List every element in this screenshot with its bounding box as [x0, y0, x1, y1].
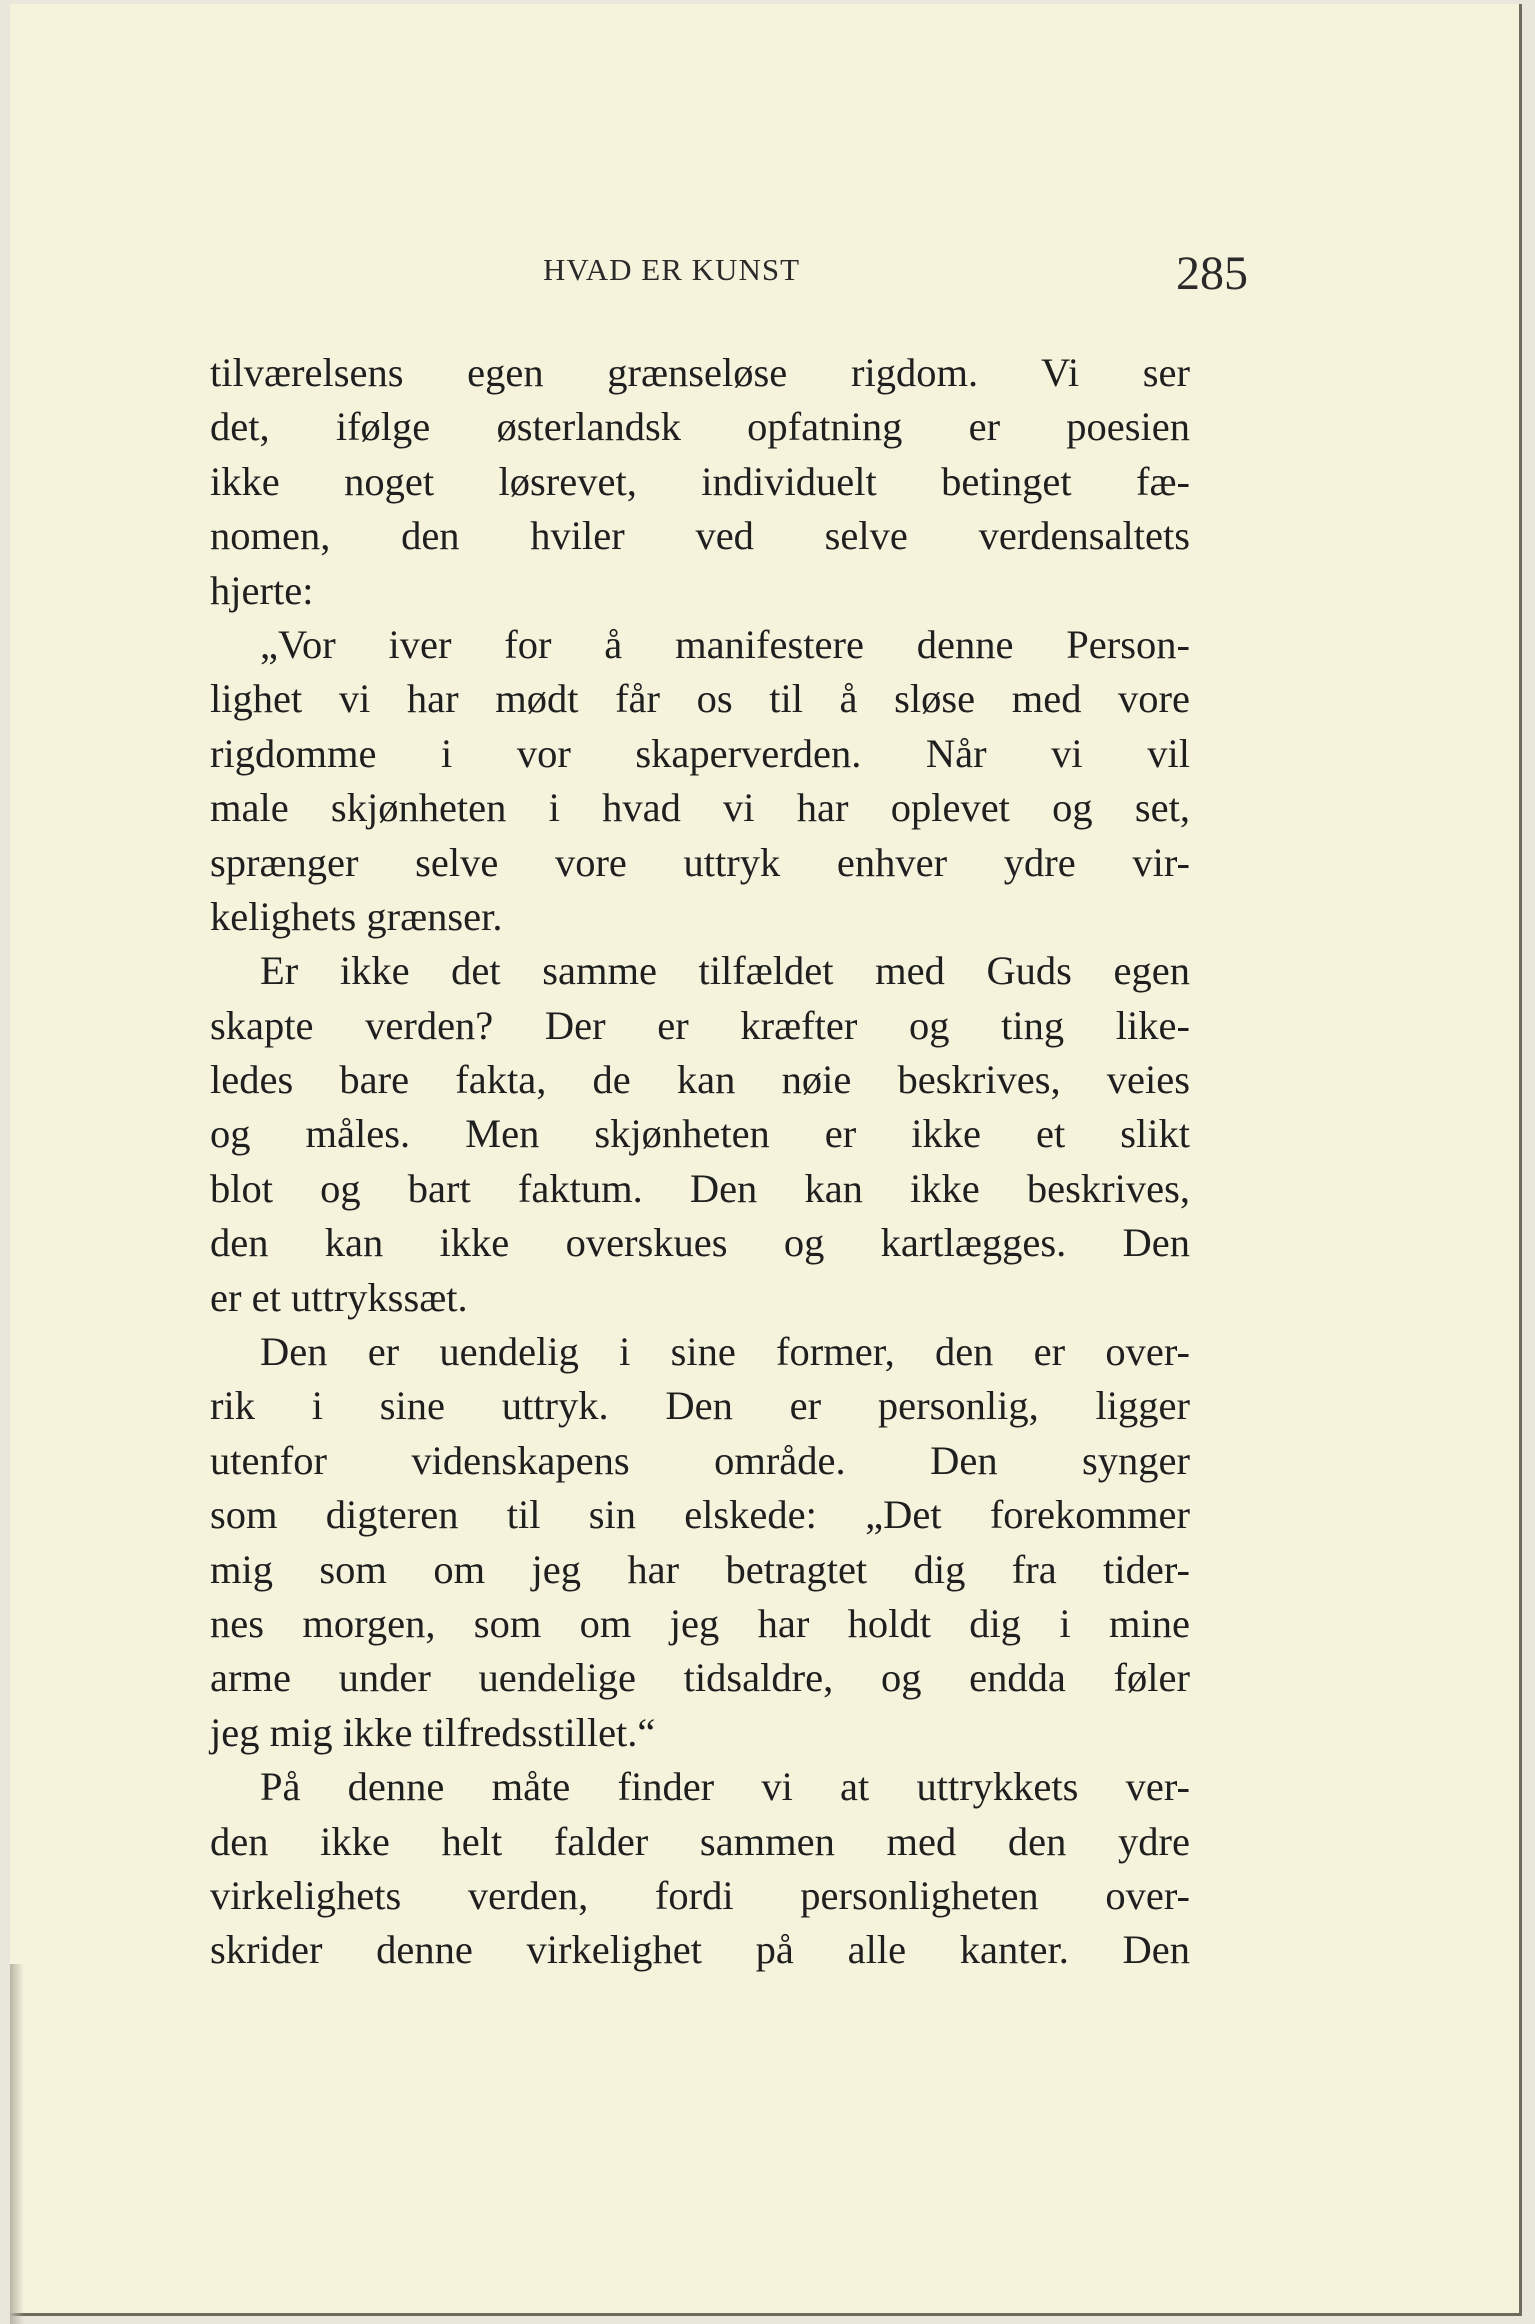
text-line: Den er uendelig i sine former, den er over-	[260, 1329, 1190, 1375]
text-line: ikke noget løsrevet, individuelt betinget fæ-	[210, 458, 1190, 504]
text-line: er et uttrykssæt.	[210, 1274, 468, 1320]
text-line: tilværelsens egen grænseløse rigdom. Vi ser	[210, 350, 1190, 395]
text-line: skrider denne virkelighet på alle kanter. Den	[210, 1927, 1190, 1973]
text-line: blot og bart faktum. Den kan ikke beskrives,	[210, 1165, 1190, 1211]
text-line: På denne måte finder vi at uttrykkets ver-	[260, 1764, 1190, 1810]
text-line: lighet vi har mødt får os til å sløse med vore	[210, 676, 1190, 722]
book-page	[10, 4, 1522, 2316]
text-line: rigdomme i vor skaperverden. Når vi vil	[210, 730, 1190, 776]
running-head: HVAD ER KUNST	[543, 252, 801, 287]
text-line: den ikke helt falder sammen med den ydre	[210, 1818, 1190, 1864]
text-line: nes morgen, som om jeg har holdt dig i mine	[210, 1600, 1190, 1646]
text-line: ledes bare fakta, de kan nøie beskrives, veies	[210, 1057, 1190, 1103]
page-edge-shadow	[10, 1964, 24, 2324]
text-line: den kan ikke overskues og kartlægges. Den	[210, 1220, 1190, 1266]
page-number: 285	[1176, 247, 1248, 300]
text-line: jeg mig ikke tilfredsstillet.“	[210, 1709, 656, 1755]
text-line: mig som om jeg har betragtet dig fra tider-	[210, 1546, 1190, 1592]
text-line: som digteren til sin elskede: „Det forekommer	[210, 1492, 1190, 1538]
text-line: „Vor iver for å manifestere denne Person-	[260, 621, 1190, 667]
page-header	[10, 246, 1519, 306]
text-line: utenfor videnskapens område. Den synger	[210, 1437, 1190, 1483]
text-line: sprænger selve vore uttryk enhver ydre vir-	[210, 839, 1190, 885]
text-line: det, ifølge østerlandsk opfatning er poesien	[210, 404, 1190, 450]
text-line: og måles. Men skjønheten er ikke et slikt	[210, 1111, 1190, 1157]
text-line: hjerte:	[210, 567, 314, 613]
text-line: virkelighets verden, fordi personligheten over-	[210, 1872, 1190, 1918]
text-line: male skjønheten i hvad vi har oplevet og set,	[210, 785, 1190, 831]
body-text	[210, 346, 1190, 1978]
text-line: Er ikke det samme tilfældet med Guds egen	[260, 948, 1190, 994]
text-line: nomen, den hviler ved selve verdensaltets	[210, 513, 1190, 559]
text-line: skapte verden? Der er kræfter og ting like-	[210, 1002, 1190, 1048]
text-line: rik i sine uttryk. Den er personlig, ligger	[210, 1383, 1190, 1429]
text-line: arme under uendelige tidsaldre, og endda føler	[210, 1655, 1190, 1701]
text-line: kelighets grænser.	[210, 893, 503, 939]
